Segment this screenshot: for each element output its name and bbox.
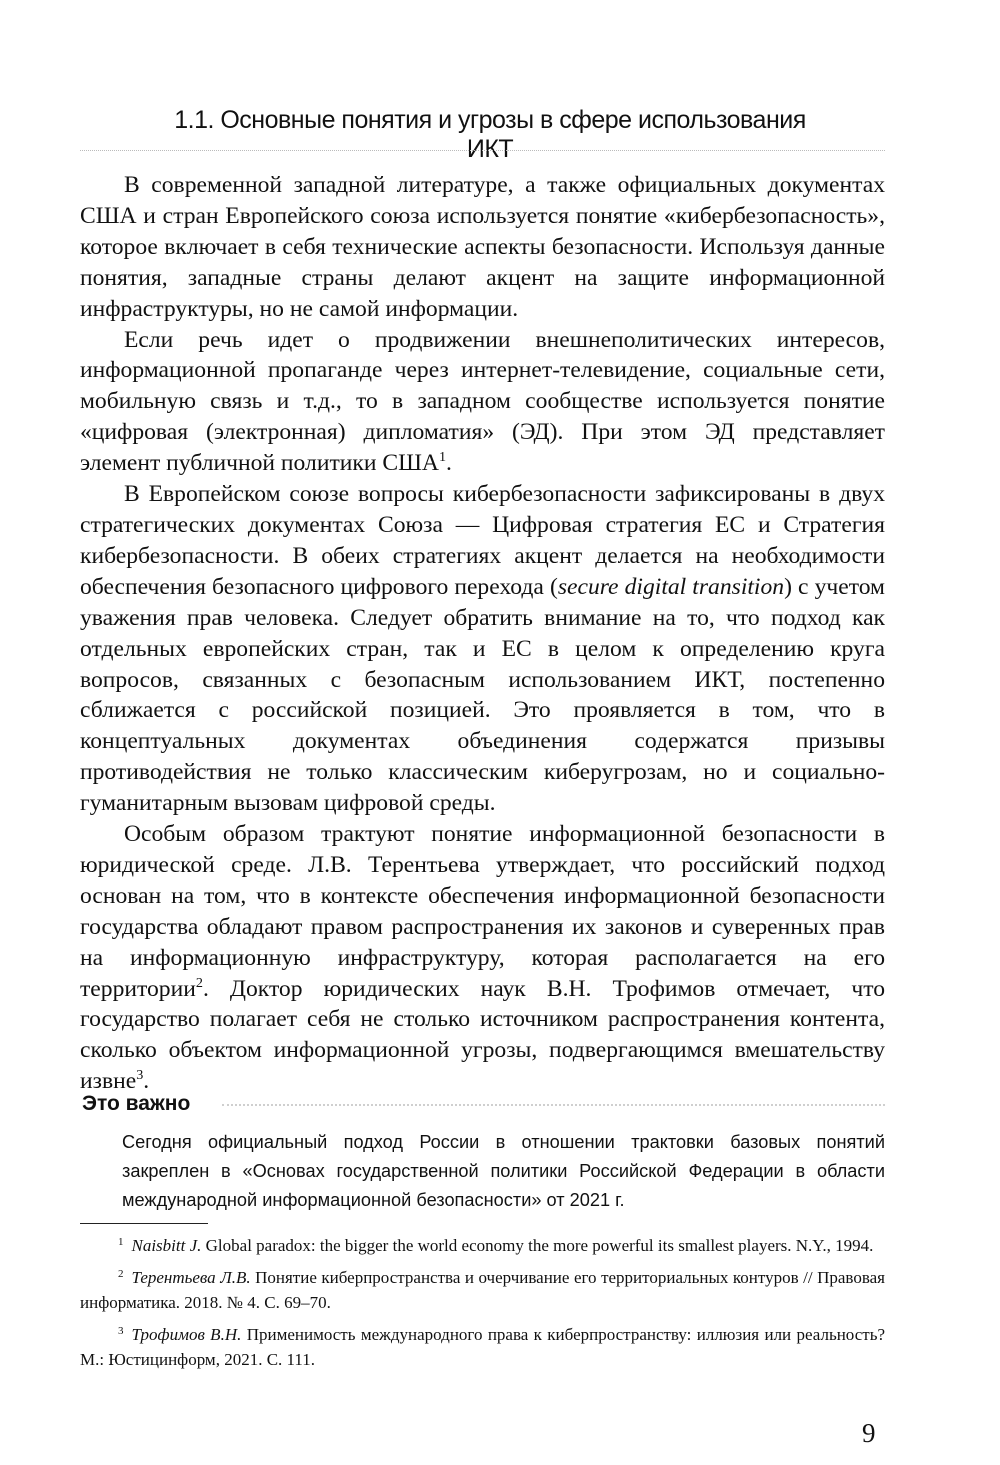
paragraph-4-text-a: Особым образом трактуют понятие информационной безопасности в юридической среде. Л.В. Терентьева утверждает, что российский подход основан на том, что в контексте обеспечения информационной безопасности государства обладают правом распространения их законов и суверенных прав на информационную инфраструктуру, которая располагается на его территории: [80, 821, 885, 1002]
header-divider: [80, 150, 885, 151]
paragraph-3-text-a: В Европейском союзе вопросы кибербезопасности зафиксированы в двух стратегических документах Союза — Цифровая стратегия ЕС и Стратегия кибербезопасности. В обеих стратегиях акцент делается на необходимости обеспечения безопасного цифрового перехода (: [80, 481, 885, 600]
running-header: 1.1. Основные понятия и угрозы в сфере использования ИКТ: [174, 106, 806, 163]
footnote-text: Global paradox: the bigger the world economy the more powerful its smallest players. N.Y., 1994.: [201, 1236, 874, 1255]
footnote-mark: 2: [118, 1268, 124, 1280]
footnote-mark: 1: [118, 1236, 124, 1248]
paragraph-2-text: Если речь идет о продвижении внешнеполитических интересов, информационной пропаганде через интернет-телевидение, социальные сети, мобильную связь и т.д., то в западном сообществе используется понятие «цифровая (электронная) дипломатия» (ЭД). При этом ЭД представляет элемент публичной политики США: [80, 326, 885, 477]
footnote-author: Терентьева Л.В.: [131, 1268, 251, 1287]
important-box-title: Это важно: [82, 1092, 191, 1115]
footnote-separator: [80, 1223, 208, 1224]
page-number: 9: [862, 1418, 876, 1448]
paragraph-2-end: .: [446, 450, 452, 477]
footnote-ref-1[interactable]: 1: [438, 449, 447, 466]
footnotes: [80, 1230, 885, 1376]
paragraph-4-end: .: [143, 1068, 150, 1095]
paragraph-4-text-b: . Доктор юридических наук В.Н. Трофимов отмечает, что государство полагает себя не столько источником распространения контента, сколько объектом информационной угрозы, подвергающимся вмешательству извне: [80, 975, 885, 1095]
footnote-ref-3[interactable]: 3: [136, 1067, 144, 1084]
footnote-mark: 3: [118, 1325, 124, 1337]
important-box-divider: [222, 1104, 885, 1106]
paragraph-3-text-b: ) с учетом уважения прав человека. Следует обратить внимание на то, что подход как отдельных европейских стран, так и ЕС в целом к определению круга вопросов, связанных с безопасным использованием ИКТ, постепенно сближается с российской позицией. Это проявляется в том, что в концептуальных документах объединения содержатся призывы противодействия не только классическим киберугрозам, но и социально-гуманитарным вызовам цифровой среды.: [80, 573, 885, 817]
footnote-1: [80, 1230, 885, 1258]
paragraph-3: [80, 479, 885, 819]
footnote-ref-2[interactable]: 2: [195, 974, 203, 991]
footnote-text: Понятие киберпространства и очерчивание его территориальных контуров // Правовая информатика. 2018. № 4. С. 69–70.: [80, 1268, 885, 1312]
paragraph-2: [80, 325, 885, 480]
footnote-author: Naisbitt J.: [131, 1236, 202, 1255]
footnote-author: Трофимов В.Н.: [131, 1325, 242, 1344]
footnote-2: [80, 1262, 885, 1315]
paragraph-3-italic-term: secure digital transition: [557, 573, 785, 600]
paragraph-1: В современной западной литературе, а также официальных документах США и стран Европейского союза используется понятие «кибербезопасность», которое включает в себя технические аспекты безопасности. Используя данные понятия, западные страны делают акцент на защите информационной инфраструктуры, но не самой информации.: [80, 172, 885, 322]
footnote-3: [80, 1319, 885, 1372]
paragraph-4: [80, 819, 885, 1097]
footnote-text: Применимость международного права к киберпространству: иллюзия или реальность? М.: Юстицинформ, 2021. С. 111.: [80, 1325, 885, 1369]
important-box-text: Сегодня официальный подход России в отношении трактовки базовых понятий закреплен в «Основах государственной политики Российской Федерации в области международной информационной безопасности» от 2021 г.: [122, 1132, 885, 1210]
main-text: [80, 170, 885, 1097]
